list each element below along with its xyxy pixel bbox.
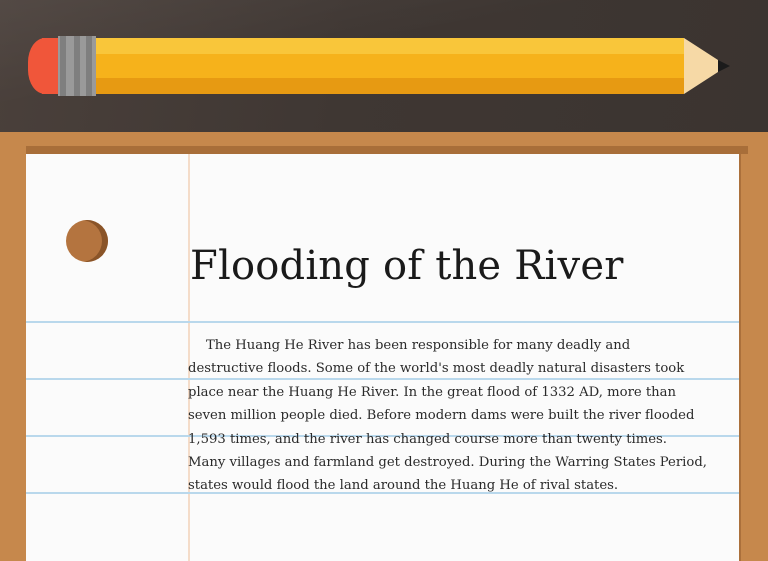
body-text (188, 334, 708, 498)
paper-shadow (26, 146, 748, 154)
body-paragraph: The Huang He River has been responsible for many deadly and destructive floods. Some of the world's most deadly natural disasters took place near the Huang He River. In the great flood of 1332 AD, more than seven million people died. Before modern dams were built the river flooded 1,593 times, and the river has changed course more than twenty times. Many villages and farmland get destroyed. During the Warring States Period, states would flood the land around the Huang He of rival states. (188, 338, 707, 494)
rule-line (26, 321, 739, 323)
punch-hole (66, 220, 108, 262)
page-title: Flooding of the River (190, 243, 624, 289)
pencil-icon (28, 36, 733, 96)
